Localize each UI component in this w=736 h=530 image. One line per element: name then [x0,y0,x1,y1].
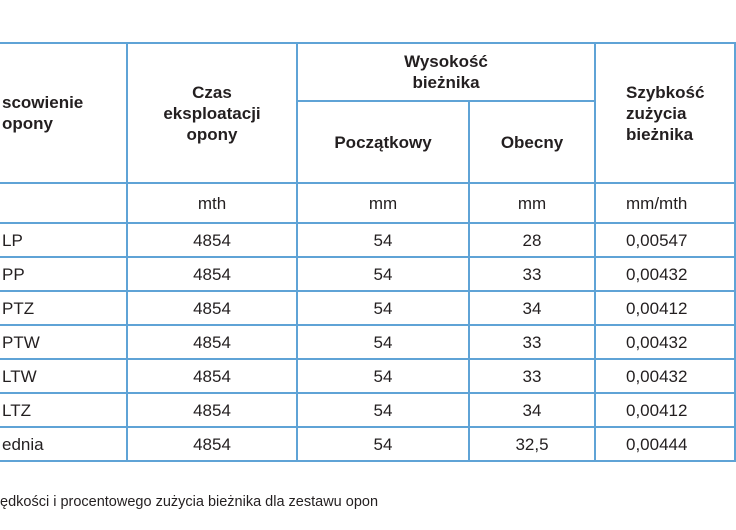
row-name: LTW [0,359,127,393]
row-rate: 0,00432 [595,359,735,393]
row-name: PTW [0,325,127,359]
header-current: Obecny [469,101,595,183]
row-time: 4854 [127,359,297,393]
header-initial: Początkowy [297,101,469,183]
unit-cell [0,183,127,223]
average-rate: 0,00444 [595,427,735,461]
row-current: 34 [469,291,595,325]
average-row [0,427,735,461]
row-name: LP [0,223,127,257]
row-rate: 0,00432 [595,325,735,359]
row-initial: 54 [297,291,469,325]
unit-cell: mm [469,183,595,223]
row-rate: 0,00432 [595,257,735,291]
unit-cell: mm [297,183,469,223]
unit-cell: mm/mth [595,183,735,223]
row-initial: 54 [297,223,469,257]
row-initial: 54 [297,393,469,427]
row-initial: 54 [297,325,469,359]
row-current: 33 [469,325,595,359]
row-initial: 54 [297,359,469,393]
row-time: 4854 [127,223,297,257]
row-time: 4854 [127,393,297,427]
average-initial: 54 [297,427,469,461]
row-name: LTZ [0,393,127,427]
row-time: 4854 [127,257,297,291]
table-row [0,257,735,291]
row-rate: 0,00412 [595,291,735,325]
row-current: 33 [469,257,595,291]
tire-wear-table [0,42,736,462]
header-tread-height-group: Wysokość bieżnika [297,43,595,101]
row-current: 28 [469,223,595,257]
tire-wear-table-container [0,42,734,454]
header-tire-position: scowienie opony [0,43,127,183]
average-name: ednia [0,427,127,461]
row-initial: 54 [297,257,469,291]
header-wear-rate: Szybkość zużycia bieżnika [595,43,735,183]
table-row [0,359,735,393]
average-time: 4854 [127,427,297,461]
row-name: PP [0,257,127,291]
table-row [0,291,735,325]
unit-cell: mth [127,183,297,223]
units-row [0,183,735,223]
table-row [0,393,735,427]
row-rate: 0,00547 [595,223,735,257]
row-current: 34 [469,393,595,427]
row-name: PTZ [0,291,127,325]
row-rate: 0,00412 [595,393,735,427]
row-time: 4854 [127,291,297,325]
table-caption: ędkości i procentowego zużycia bieżnika dla zestawu opon [0,494,379,510]
header-operating-time: Czas eksploatacji opony [127,43,297,183]
table-row [0,223,735,257]
page-top-margin [0,0,690,28]
table-row [0,325,735,359]
row-time: 4854 [127,325,297,359]
row-current: 33 [469,359,595,393]
average-current: 32,5 [469,427,595,461]
